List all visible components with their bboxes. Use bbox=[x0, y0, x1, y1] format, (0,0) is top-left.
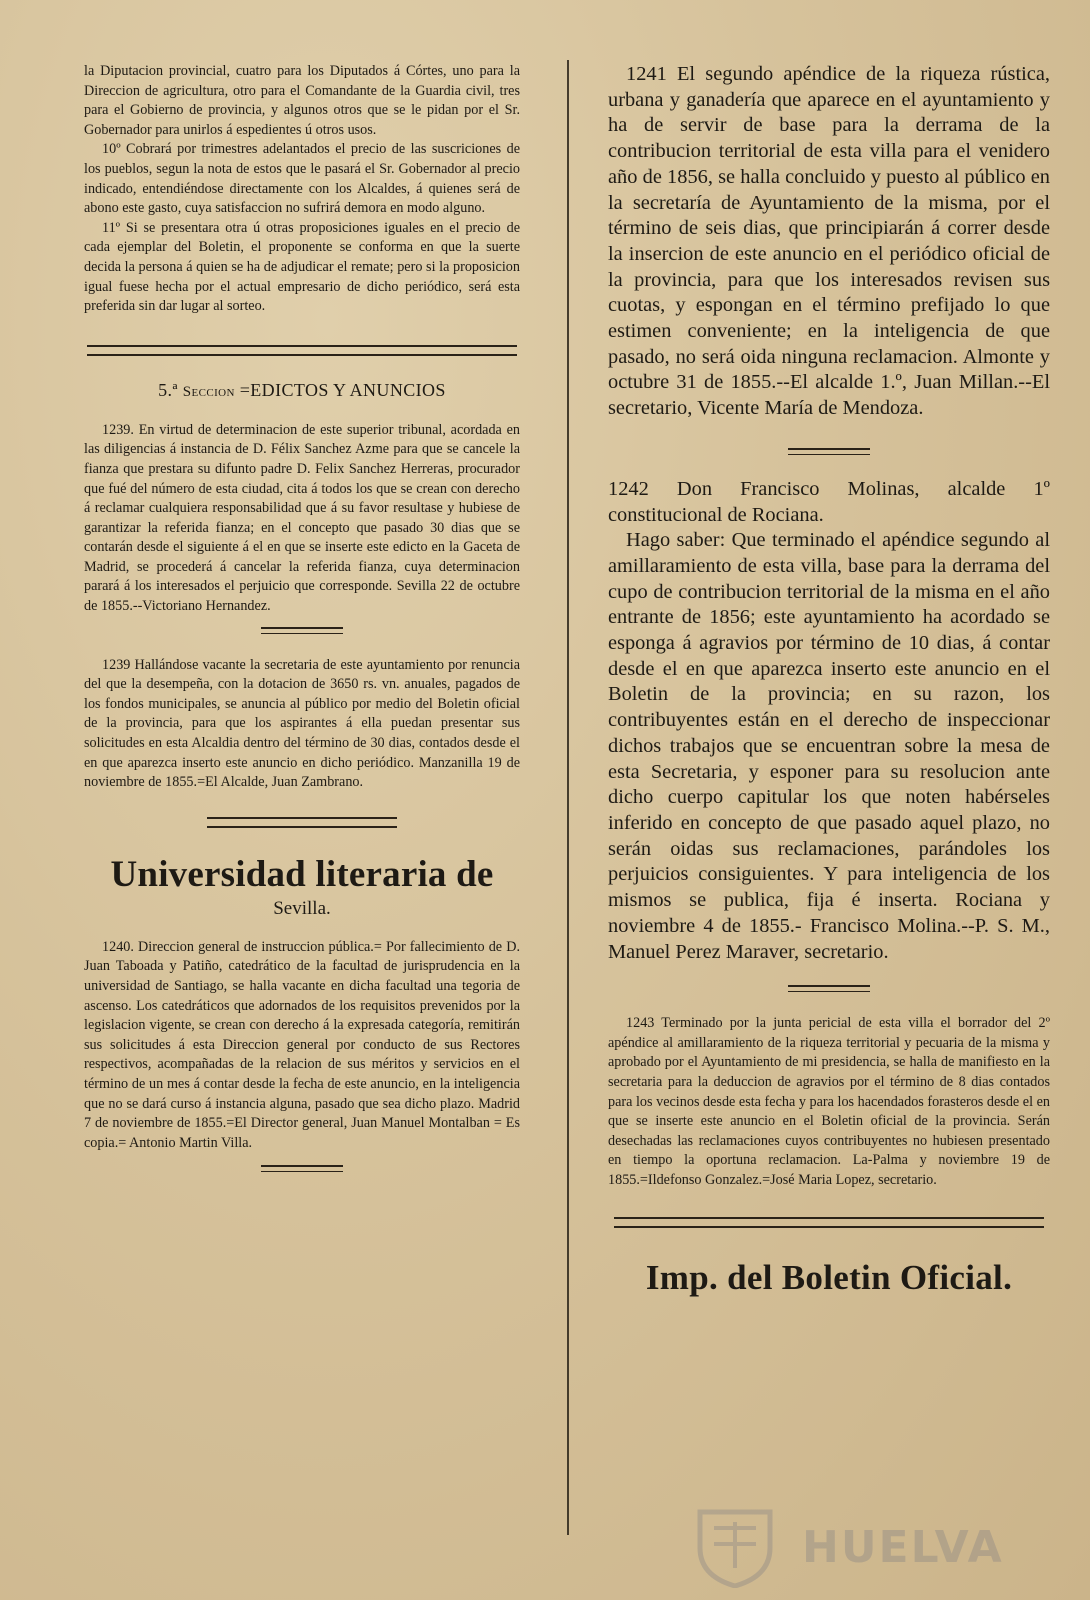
closing-rule bbox=[614, 1217, 1044, 1228]
notice-number: 1243 bbox=[626, 1015, 655, 1032]
notice-separator bbox=[261, 627, 343, 634]
library-watermark bbox=[690, 1500, 1010, 1590]
notice-heading-text: Don Francisco Molinas, alcalde 1º constitucional de Rociana. bbox=[608, 477, 1050, 526]
university-title: Universidad literaria de bbox=[110, 853, 494, 895]
clause-11: 11º Si se presentara otra ú otras proposiciones iguales en el precio de cada ejemplar del Boletin, el proponente se conforma en que la suerte decida la persona á quien se ha de adjudicar el remate; pero si la proposicion igual fuese hecha por el actual empresario de dicho periódico, será esta preferida sin dar lugar al sorteo. bbox=[84, 219, 520, 315]
notice-body: En virtud de determinacion de este superior tribunal, acordada en las diligencias á instancia de D. Félix Sanchez Azme para que se cancele la fianza que prestara su difunto padre D. Felix Sanchez Herreras, procurador que fué del número de esta ciudad, cita á todos los que se crean con derecho á reclamar cualquiera responsabilidad que á su favor resultase y hubiese de garantizar la referida fianza; en el concepto que pasado 30 dias que se contarán desde el siguiente á el en que se inserte este edicto en la Gaceta de Madrid, se procederá á cancelar la referida fianza, cuya determinacion parará á los interesados el perjuicio que corresponde. Sevilla 22 de octubre de 1855.--Victoriano Hernandez. bbox=[84, 421, 521, 615]
notice-number: 1239. bbox=[102, 421, 134, 438]
notice-number: 1240. bbox=[102, 938, 134, 955]
column-divider bbox=[567, 60, 569, 1535]
notice-1242-heading bbox=[608, 477, 1050, 528]
notice-1239-b bbox=[84, 656, 520, 793]
notice-1241 bbox=[608, 62, 1050, 422]
watermark-text: HUELVA bbox=[802, 1522, 1004, 1573]
left-column bbox=[84, 62, 520, 1172]
notice-body: Terminado por la junta pericial de esta villa el borrador del 2º apéndice al amillaramiento de la riqueza territorial y pecuaria de la misma y aprobado por el Ayuntamiento de mi presidencia, se halla de manifiesto en la secretaria para la deduccion de agravios por el término de 8 dias contados para los vecinos desde esta fecha y para los hacendados forasteros desde el en que se inserte este anuncio en el Boletin oficial de la provincia. Serán desechadas las reclamaciones cuyos contribuyentes no hubiesen presentado en tiempo la oportuna reclamacion. La-Palma y noviembre 19 de 1855.=Ildefonso Gonzalez.=José Maria Lopez, secretario. bbox=[608, 1015, 1050, 1188]
section-heading bbox=[84, 380, 520, 401]
section-title-text: =EDICTOS Y ANUNCIOS bbox=[239, 379, 446, 400]
crest-icon bbox=[690, 1504, 780, 1588]
right-column bbox=[608, 62, 1050, 1298]
notice-1242-body: Hago saber: Que terminado el apéndice segundo al amillaramiento de esta villa, base para la derrama del cupo de contribucion territorial de la misma en el año entrante de 1856; este ayuntamiento ha acordado se esponga á agravios por término de 10 dias, á contar desde el en que aparezca inserto este anuncio en el Boletin de la provincia; en su razon, los contribuyentes están en el derecho de inspeccionar dichos trabajos que se encuentran sobre la mesa de esta Secretaria, y esponer para su resolucion ante dicho cuerpo capitular los que noten habérseles inferido en concepto de que pasado aquel plazo, no serán oidas sus reclamaciones, parándoles los perjuicios consiguientes. Y para inteligencia de los mismos se publica, fija é inserta. Rociana y noviembre 4 de 1855.- Francisco Molina.--P. S. M., Manuel Perez Maraver, secretario. bbox=[608, 529, 1050, 963]
university-subtitle: Sevilla. bbox=[273, 897, 331, 919]
notice-separator bbox=[261, 1165, 343, 1172]
notice-number: 1239 bbox=[102, 656, 131, 673]
notice-number: 1241 bbox=[626, 63, 667, 85]
section-number: 5.ª bbox=[158, 379, 178, 400]
separator-rule bbox=[207, 817, 397, 828]
section-word: Seccion bbox=[182, 383, 235, 400]
notice-separator bbox=[788, 985, 870, 992]
notice-number: 1242 bbox=[608, 477, 649, 500]
notice-1239-a bbox=[84, 421, 520, 617]
notice-body: Hallándose vacante la secretaria de este ayuntamiento por renuncia del que la desempeña, con la dotacion de 3650 rs. vn. anuales, pagados de los fondos municipales, se anuncia al público por medio del Boletin oficial de la provincia, para que los aspirantes á ella puedan presentar sus solicitudes en esta Alcaldia dentro del término de 30 dias, contados desde el en que aparezca inserto este anuncio en dicho periódico. Manzanilla 19 de noviembre de 1855.=El Alcalde, Juan Zambrano. bbox=[84, 656, 521, 791]
clause-10: 10º Cobrará por trimestres adelantados el precio de las suscriciones de los pueblos, segun la nota de estos que le pasará el Sr. Gobernador al precio indicado, entendiéndose directamente con los Alcaldes, á quienes será de abono este gasto, cuya satisfaccion no sufrirá demora en modo alguno. bbox=[84, 141, 520, 217]
notice-1243 bbox=[608, 1014, 1050, 1190]
notice-body: El segundo apéndice de la riqueza rústica, urbana y ganadería que aparece en el ayuntamiento y ha de servir de base para la derrama de la contribucion territorial de esta villa para el venidero año de 1856, se halla concluido y puesto al público en la secretaría de Ayuntamiento de la misma, por el término de seis dias, que principiarán á correr desde la insercion de este anuncio en el periódico oficial de la provincia, para que los interesados revisen sus cuotas, y espongan en el término prefijado lo que estimen conveniente; en la inteligencia de que pasado, no será oida ninguna reclamacion. Almonte y octubre 31 de 1855.--El alcalde 1.º, Juan Millan.--El secretario, Vicente María de Mendoza. bbox=[608, 63, 1050, 420]
intro-paragraph: la Diputacion provincial, cuatro para los Diputados á Córtes, uno para la Direccion de agricultura, otro para el Comandante de la Guardia civil, tres para el Gobierno de provincia, y algunos otros que se le pidan por el Sr. Gobernador para unirlos á espedientes ú otros usos. bbox=[84, 63, 520, 138]
notice-body: Direccion general de instruccion pública.= Por fallecimiento de D. Juan Taboada y Patiño, catedrático de la facultad de jurisprudencia en la universidad de Santiago, se halla vacante en dicha facultad una tegoria de ascenso. Los catedráticos que adornados de los requisitos prevenidos por la legislacion vigente, se crean con derecho á la expresada categoría, remitirán sus solicitudes á esta Direccion general por conducto de sus Rectores respectivos, acompañadas de la relacion de sus méritos y servicios en el término de un mes á contar desde la fecha de este anuncio, en la inteligencia que no se dará curso á instancia alguna, pasado que sea dicho plazo. Madrid 7 de noviembre de 1855.=El Director general, Juan Manuel Montalban = Es copia.= Antonio Martin Villa. bbox=[84, 938, 521, 1151]
notice-1240 bbox=[84, 938, 520, 1154]
section-separator-rule bbox=[87, 345, 517, 356]
notice-separator bbox=[788, 448, 870, 455]
printer-imprint: Imp. del Boletin Oficial. bbox=[645, 1257, 1013, 1297]
